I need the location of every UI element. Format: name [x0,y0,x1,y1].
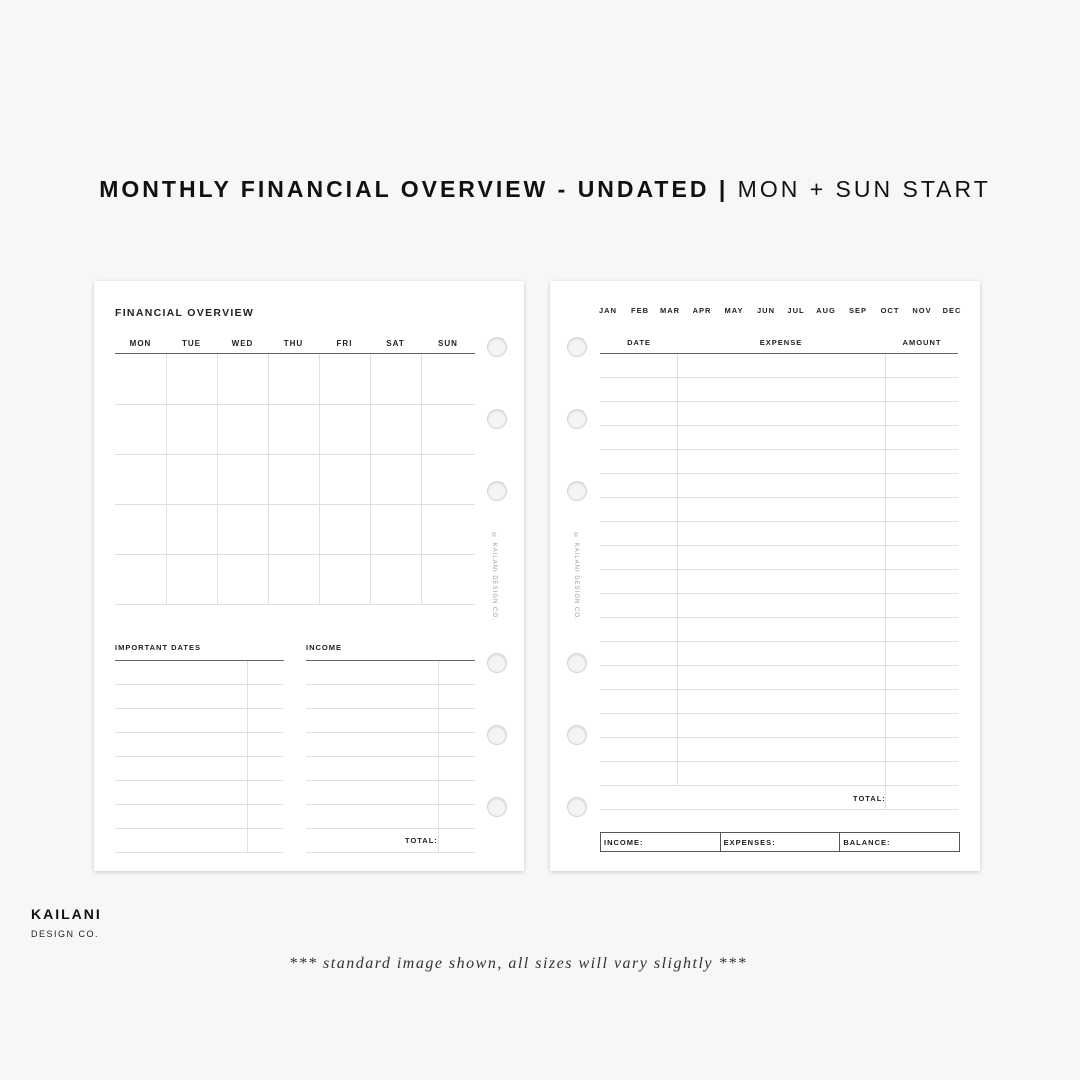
left-page-title: FINANCIAL OVERVIEW [115,307,255,319]
important-dates-rule [115,660,284,661]
binder-hole [567,725,587,745]
day-header-sat: SAT [386,339,405,348]
calendar-col-line [370,354,371,604]
binder-hole [487,653,507,673]
income-line [306,852,475,853]
binder-hole [487,409,507,429]
date-column-header: DATE [627,338,651,347]
binder-hole [567,481,587,501]
income-line [306,756,475,757]
expense-amount-divider [885,354,886,809]
calendar-col-line [421,354,422,604]
important-dates-line [115,780,284,781]
month-mar: MAR [659,306,681,315]
month-jun: JUN [756,306,775,315]
month-feb: FEB [631,306,649,315]
day-header-fri: FRI [336,339,353,348]
month-nov: NOV [912,306,932,315]
day-header-mon: MON [129,339,152,348]
expense-row-line [600,641,958,642]
important-dates-divider [247,661,248,852]
brand-name: KAILANI [31,906,102,922]
page-title [0,176,1080,203]
expense-tracker-page [550,281,980,871]
binder-hole [567,653,587,673]
day-header-thu: THU [283,339,304,348]
important-dates-line [115,708,284,709]
month-aug: AUG [816,306,836,315]
month-dec: DEC [942,306,962,315]
expense-row-line [600,713,958,714]
expense-row-line [600,689,958,690]
calendar-row-line [115,604,475,605]
expense-row-line [600,473,958,474]
month-apr: APR [692,306,712,315]
expense-row-line [600,737,958,738]
day-header-wed: WED [231,339,254,348]
expense-date-divider [677,354,678,786]
amount-column-header: AMOUNT [902,338,942,347]
day-header-sun: SUN [438,339,458,348]
calendar-col-line [319,354,320,604]
important-dates-line [115,684,284,685]
binder-hole [567,797,587,817]
binder-hole [567,409,587,429]
expense-row-line [600,785,958,786]
calendar-col-line [217,354,218,604]
right-copyright: © KAILANI DESIGN CO. [573,533,579,621]
expense-row-line [600,545,958,546]
expense-row-line [600,425,958,426]
expense-row-line [600,401,958,402]
expense-row-line [600,377,958,378]
day-header-tue: TUE [182,339,201,348]
financial-overview-page [94,281,524,871]
summary-balance: BALANCE: [843,838,891,847]
month-sep: SEP [848,306,867,315]
expense-row-line [600,569,958,570]
expense-row-line [600,521,958,522]
income-label: INCOME [306,643,342,652]
expense-header-rule [600,353,958,354]
title-main: MONTHLY FINANCIAL OVERVIEW - UNDATED | [99,176,729,202]
calendar-col-line [166,354,167,604]
footnote: *** standard image shown, all sizes will vary slightly *** [289,955,747,972]
summary-expenses: EXPENSES: [721,833,841,851]
expense-row-line [600,449,958,450]
expense-row-line [600,761,958,762]
month-jul: JUL [787,306,805,315]
income-line [306,828,475,829]
calendar-col-line [268,354,269,604]
important-dates-label: IMPORTANT DATES [115,643,201,652]
expense-row-line [600,665,958,666]
income-rule [306,660,475,661]
income-line [306,804,475,805]
summary-box [600,832,960,852]
expense-row-line [600,617,958,618]
important-dates-line [115,756,284,757]
binder-hole [487,481,507,501]
title-sub: MON + SUN START [737,176,991,202]
expense-total-label: TOTAL: [853,794,886,803]
important-dates-line [115,804,284,805]
income-line [306,732,475,733]
income-line [306,708,475,709]
important-dates-line [115,732,284,733]
month-oct: OCT [880,306,900,315]
binder-hole [487,725,507,745]
left-copyright: © KAILANI DESIGN CO. [491,533,497,621]
income-line [306,780,475,781]
binder-hole [487,337,507,357]
binder-hole [487,797,507,817]
important-dates-line [115,852,284,853]
summary-income: INCOME: [601,833,721,851]
expense-row-line [600,593,958,594]
expense-row-line [600,809,958,810]
income-divider [438,661,439,852]
income-total-label: TOTAL: [405,836,438,845]
month-jan: JAN [598,306,617,315]
month-may: MAY [724,306,744,315]
expense-row-line [600,497,958,498]
important-dates-line [115,828,284,829]
brand-subtitle: DESIGN CO. [31,929,100,939]
expense-column-header: EXPENSE [759,338,803,347]
income-line [306,684,475,685]
binder-hole [567,337,587,357]
